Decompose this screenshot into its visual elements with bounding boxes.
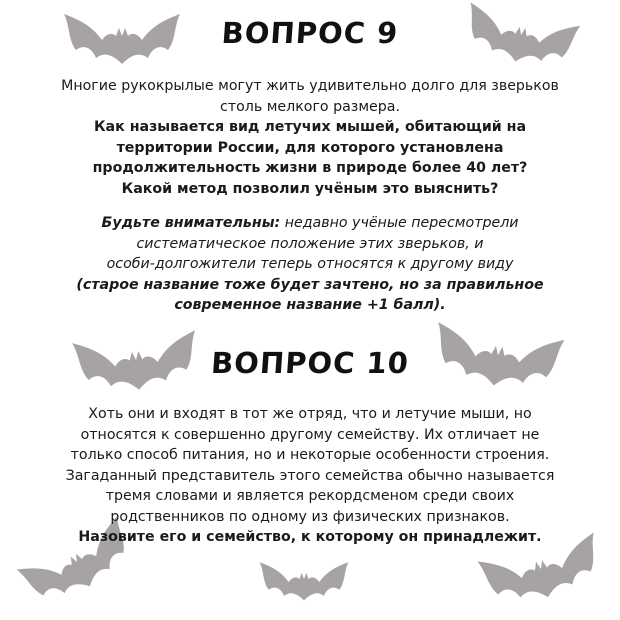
q9-attention-line-3: особи-долгожители теперь относятся к другому виду [106, 256, 514, 272]
question-9-title: ВОПРОС 9 [220, 16, 400, 50]
q9-note-line-2: современное название +1 балл). [174, 297, 446, 313]
q10-text-line-1: Хоть они и входят в тот же отряд, что и летучие мыши, но [88, 406, 532, 422]
question-9-body [30, 76, 590, 316]
question-10-body [30, 404, 590, 548]
q9-question-line-4: Какой метод позволил учёным это выяснить? [121, 180, 499, 197]
q9-question-line-2: территории России, для которого установлена [116, 139, 504, 156]
q10-text-line-6: родственников по одному из физических признаков. [110, 508, 510, 525]
q9-intro-line-1: Многие рукокрылые могут жить удивительно долго для зверьков [61, 78, 559, 94]
q10-question-line: Назовите его и семейство, к которому он принадлежит. [78, 529, 542, 545]
q9-intro-line-2: столь мелкого размера. [220, 98, 400, 115]
q9-question-line-3: продолжительность жизни в природе более 40 лет? [92, 160, 528, 176]
question-10-title: ВОПРОС 10 [209, 346, 411, 380]
q10-text-line-3: только способ питания, но и некоторые особенности строения. [70, 447, 550, 463]
bat-icon [252, 556, 356, 602]
q9-question-line-1: Как называется вид летучих мышей, обитающий на [93, 119, 527, 135]
spacer [30, 199, 590, 213]
attention-label: Будьте внимательны: [101, 215, 281, 231]
attention-text: недавно учёные пересмотрели [280, 215, 519, 231]
q10-text-line-5: тремя словами и является рекордсменом среди своих [105, 488, 515, 504]
q9-note-line-1: (старое название тоже будет зачтено, но за правильное [76, 276, 544, 293]
q9-attention-line-2: систематическое положение этих зверьков, и [136, 235, 484, 252]
q9-attention-line-1 [30, 213, 590, 234]
q10-text-line-4: Загаданный представитель этого семейства обычно называется [65, 467, 555, 484]
q10-text-line-2: относятся к совершенно другому семейству. Их отличает не [80, 426, 540, 443]
